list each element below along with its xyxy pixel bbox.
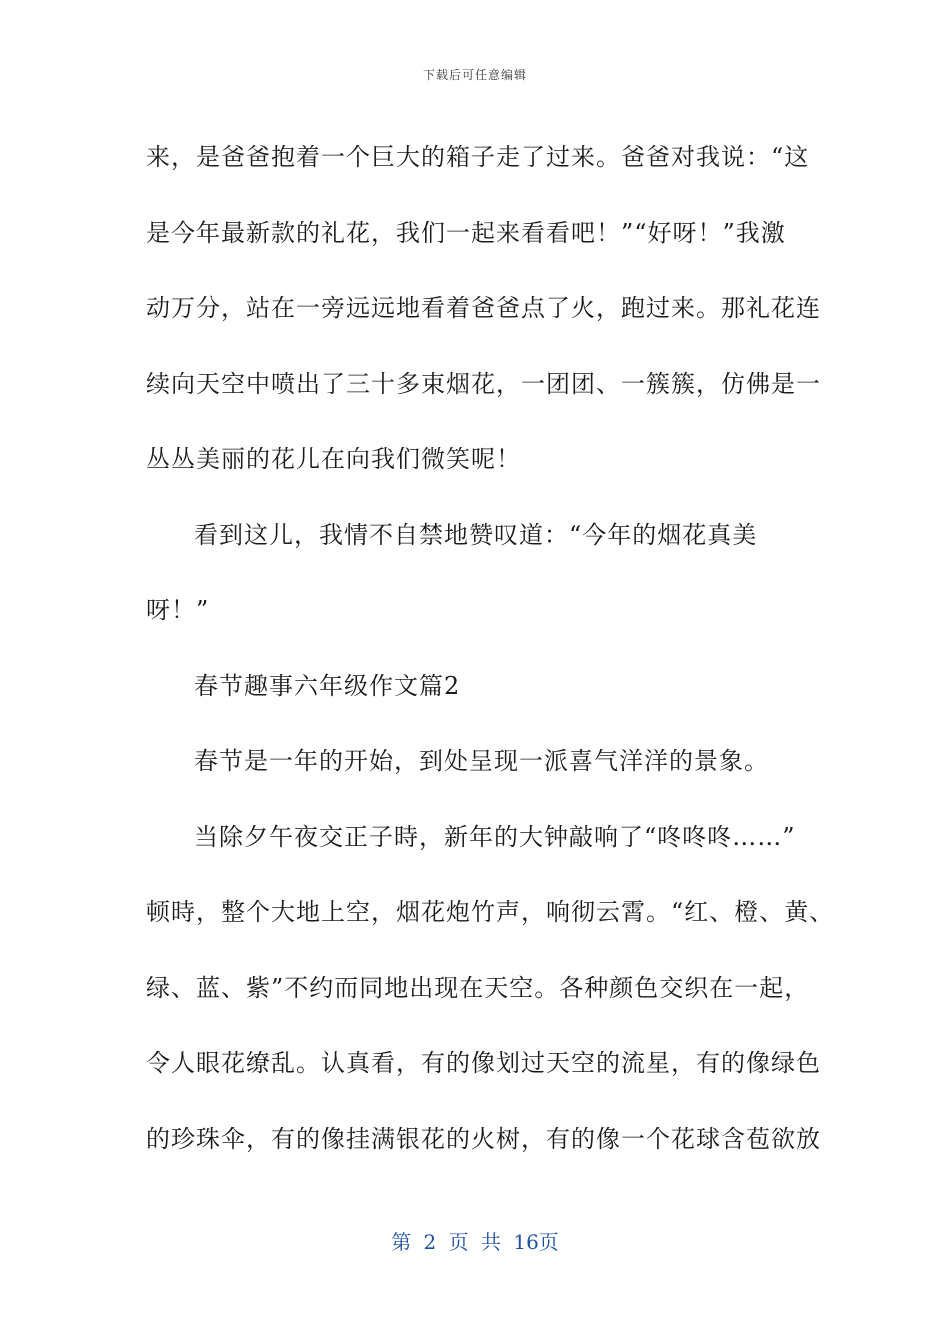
text-line: 呀！” <box>146 596 210 624</box>
text-line: 顿時，整个大地上空，烟花炮竹声，响彻云霄。“红、橙、黄、 <box>146 898 835 926</box>
text-line: 看到这儿，我情不自禁地赞叹道：“今年的烟花真美 <box>194 520 758 549</box>
text-line: 的珍珠伞，有的像挂满银花的火树，有的像一个花球含苞欲放 <box>146 1124 821 1153</box>
document-body <box>146 120 835 1177</box>
text-line: 绿、蓝、紫”不约而同地出现在天空。各种颜色交织在一起， <box>146 973 810 1002</box>
text-line: 丛丛美丽的花儿在向我们微笑呢！ <box>146 445 521 473</box>
text-line: 动万分，站在一旁远远地看着爸爸点了火，跑过来。那礼花连 <box>146 294 821 322</box>
text-line: 来，是爸爸抱着一个巨大的箱子走了过来。爸爸对我说：“这 <box>146 143 810 171</box>
text-line: 当除夕午夜交正子時，新年的大钟敲响了“咚咚咚……” <box>194 822 796 851</box>
page-header: 下载后可任意编辑 <box>422 68 527 82</box>
text-line: 令人眼花缭乱。认真看，有的像划过天空的流星，有的像绿色 <box>146 1049 821 1077</box>
page-footer: 第 2 页 共 16页 <box>391 1230 559 1254</box>
text-line: 是今年最新款的礼花，我们一起来看看吧！”“好呀！”我激 <box>146 218 786 247</box>
text-line: 续向天空中喷出了三十多束烟花，一团团、一簇簇，仿佛是一 <box>146 369 821 398</box>
text-line: 春节是一年的开始，到处呈现一派喜气洋洋的景象。 <box>194 747 769 775</box>
section-title: 春节趣事六年级作文篇2 <box>194 671 461 700</box>
